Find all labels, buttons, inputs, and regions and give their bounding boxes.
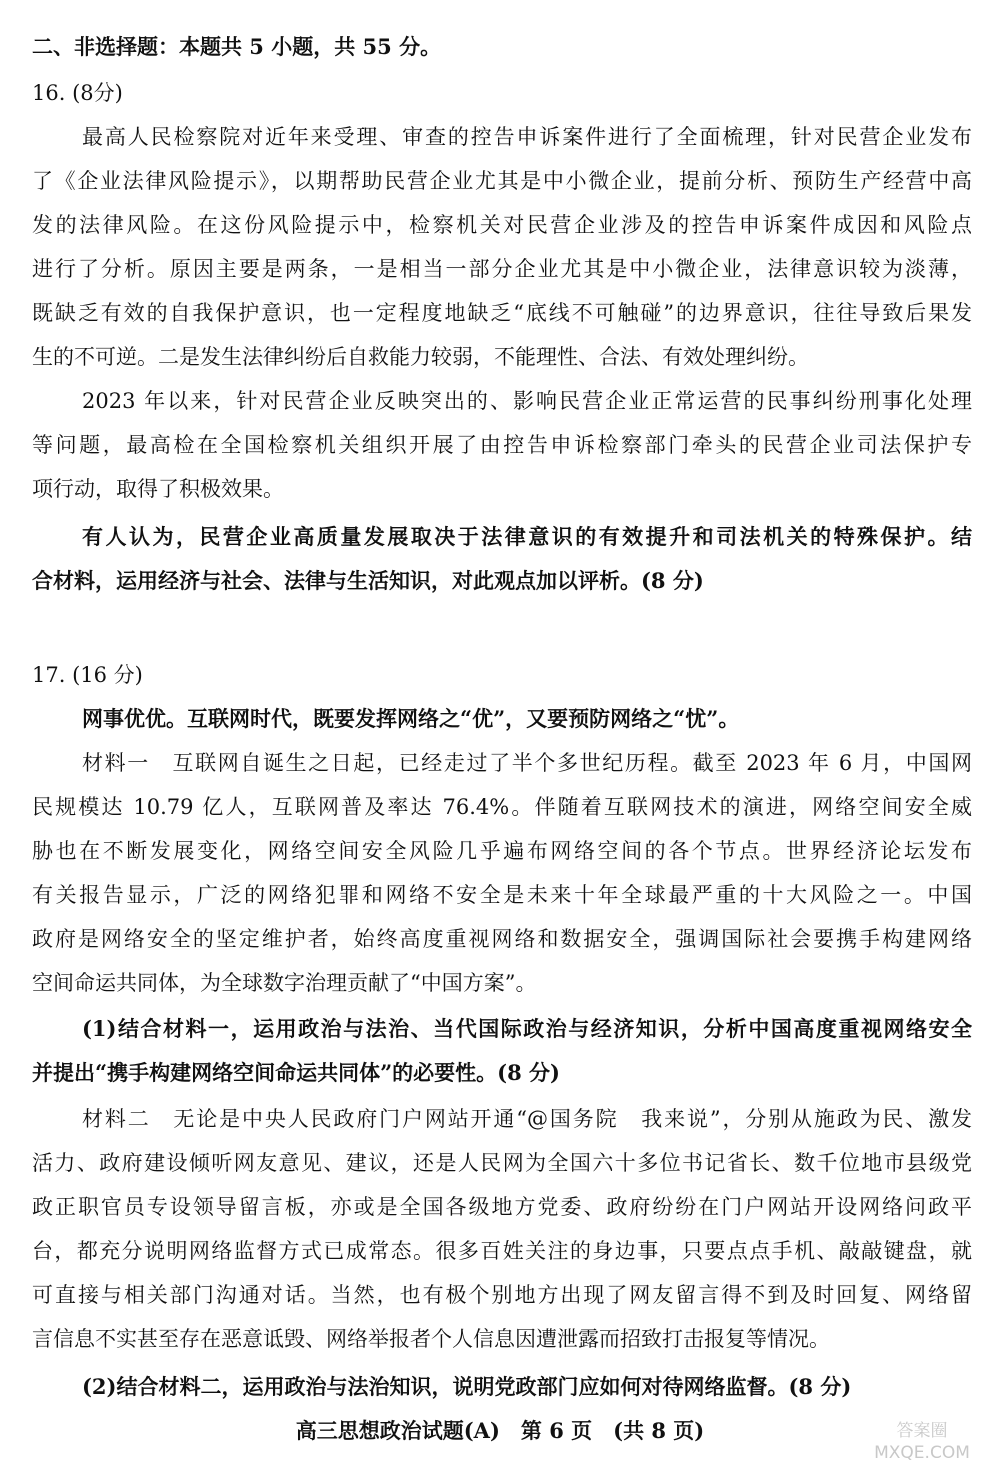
q16-line-2: 了《企业法律风险提示》，以期帮助民营企业尤其是中小微企业，提前分析、预防生产经营中高 [32,169,972,193]
q17-material2-line-2: 活力、政府建设倾听网友意见、建议，还是人民网为全国六十多位书记省长、数千位地市县级党 [32,1151,972,1175]
q17-material1-line-4: 有关报告显示，广泛的网络犯罪和网络不安全是未来十年全球最严重的十大风险之一。中国 [32,883,972,907]
q16-line-8: 等问题，最高检在全国检察机关组织开展了由控告申诉检察部门牵头的民营企业司法保护专 [32,433,972,457]
q16-line-6: 生的不可逆。二是发生法律纠纷后自救能力较弱，不能理性、合法、有效处理纠纷。 [32,345,809,369]
q17-sub2-line: (2)结合材料二，运用政治与法治知识，说明党政部门应如何对待网络监督。(8 分) [82,1374,852,1399]
q17-material1-line-1: 材料一 互联网自诞生之日起，已经走过了半个多世纪历程。截至 2023 年 6 月，中国网 [82,751,972,775]
q17-intro: 网事优优。互联网时代，既要发挥网络之“优”，又要预防网络之“忧”。 [82,706,740,731]
q17-material1-line-5: 政府是网络安全的坚定维护者，始终高度重视网络和数据安全，强调国际社会要携手构建网络 [32,927,972,951]
page-footer: 高三思想政治试题(A) 第 6 页 (共 8 页) [295,1418,705,1443]
q16-line-5: 既缺乏有效的自我保护意识，也一定程度地缺乏“底线不可触碰”的边界意识，往往导致后果发 [32,301,972,325]
section-heading: 二、非选择题：本题共 5 小题，共 55 分。 [32,34,442,59]
q17-material2-line-5: 可直接与相关部门沟通对话。当然，也有极个别地方出现了网友留言得不到及时回复、网络留 [32,1283,972,1307]
q17-material2-line-3: 政正职官员专设领导留言板，亦或是全国各级地方党委、政府纷纷在门户网站开设网络问政平 [32,1195,972,1219]
question-16-number: 16. (8分) [32,81,123,105]
q17-sub1-line-1: (1)结合材料一，运用政治与法治、当代国际政治与经济知识，分析中国高度重视网络安全 [82,1016,972,1041]
q17-sub1-line-2: 并提出“携手构建网络空间命运共同体”的必要性。(8 分) [32,1060,560,1085]
q16-line-9: 项行动，取得了积极效果。 [32,477,284,501]
q17-material1-line-6: 空间命运共同体，为全球数字治理贡献了“中国方案”。 [32,971,537,995]
q17-material1-line-3: 胁也在不断发展变化，网络空间安全风险几乎遍布网络空间的各个节点。世界经济论坛发布 [32,839,972,863]
q16-prompt-line-1: 有人认为，民营企业高质量发展取决于法律意识的有效提升和司法机关的特殊保护。结 [82,524,972,549]
q16-line-4: 进行了分析。原因主要是两条，一是相当一部分企业尤其是中小微企业，法律意识较为淡薄， [32,257,972,281]
q16-line-3: 发的法律风险。在这份风险提示中，检察机关对民营企业涉及的控告申诉案件成因和风险点 [32,213,972,237]
q16-prompt-line-2: 合材料，运用经济与社会、法律与生活知识，对此观点加以评析。(8 分) [32,568,704,593]
q17-material2-line-1: 材料二 无论是中央人民政府门户网站开通“@国务院 我来说”，分别从施政为民、激发 [82,1107,972,1131]
q17-material2-line-4: 台，都充分说明网络监督方式已成常态。很多百姓关注的身边事，只要点点手机、敲敲键盘，就 [32,1239,972,1263]
q17-material2-line-6: 言信息不实甚至存在恶意诋毁、网络举报者个人信息因遭泄露而招致打击报复等情况。 [32,1327,830,1351]
question-17-number: 17. (16 分) [32,663,143,687]
q16-line-1: 最高人民检察院对近年来受理、审查的控告申诉案件进行了全面梳理，针对民营企业发布 [82,125,972,149]
q17-material1-line-2: 民规模达 10.79 亿人，互联网普及率达 76.4%。伴随着互联网技术的演进，网络空间安全威 [32,795,972,819]
watermark-logo: 答案圈 MXQE.COM [874,1421,970,1463]
q16-line-7: 2023 年以来，针对民营企业反映突出的、影响民营企业正常运营的民事纠纷刑事化处理 [82,389,972,413]
